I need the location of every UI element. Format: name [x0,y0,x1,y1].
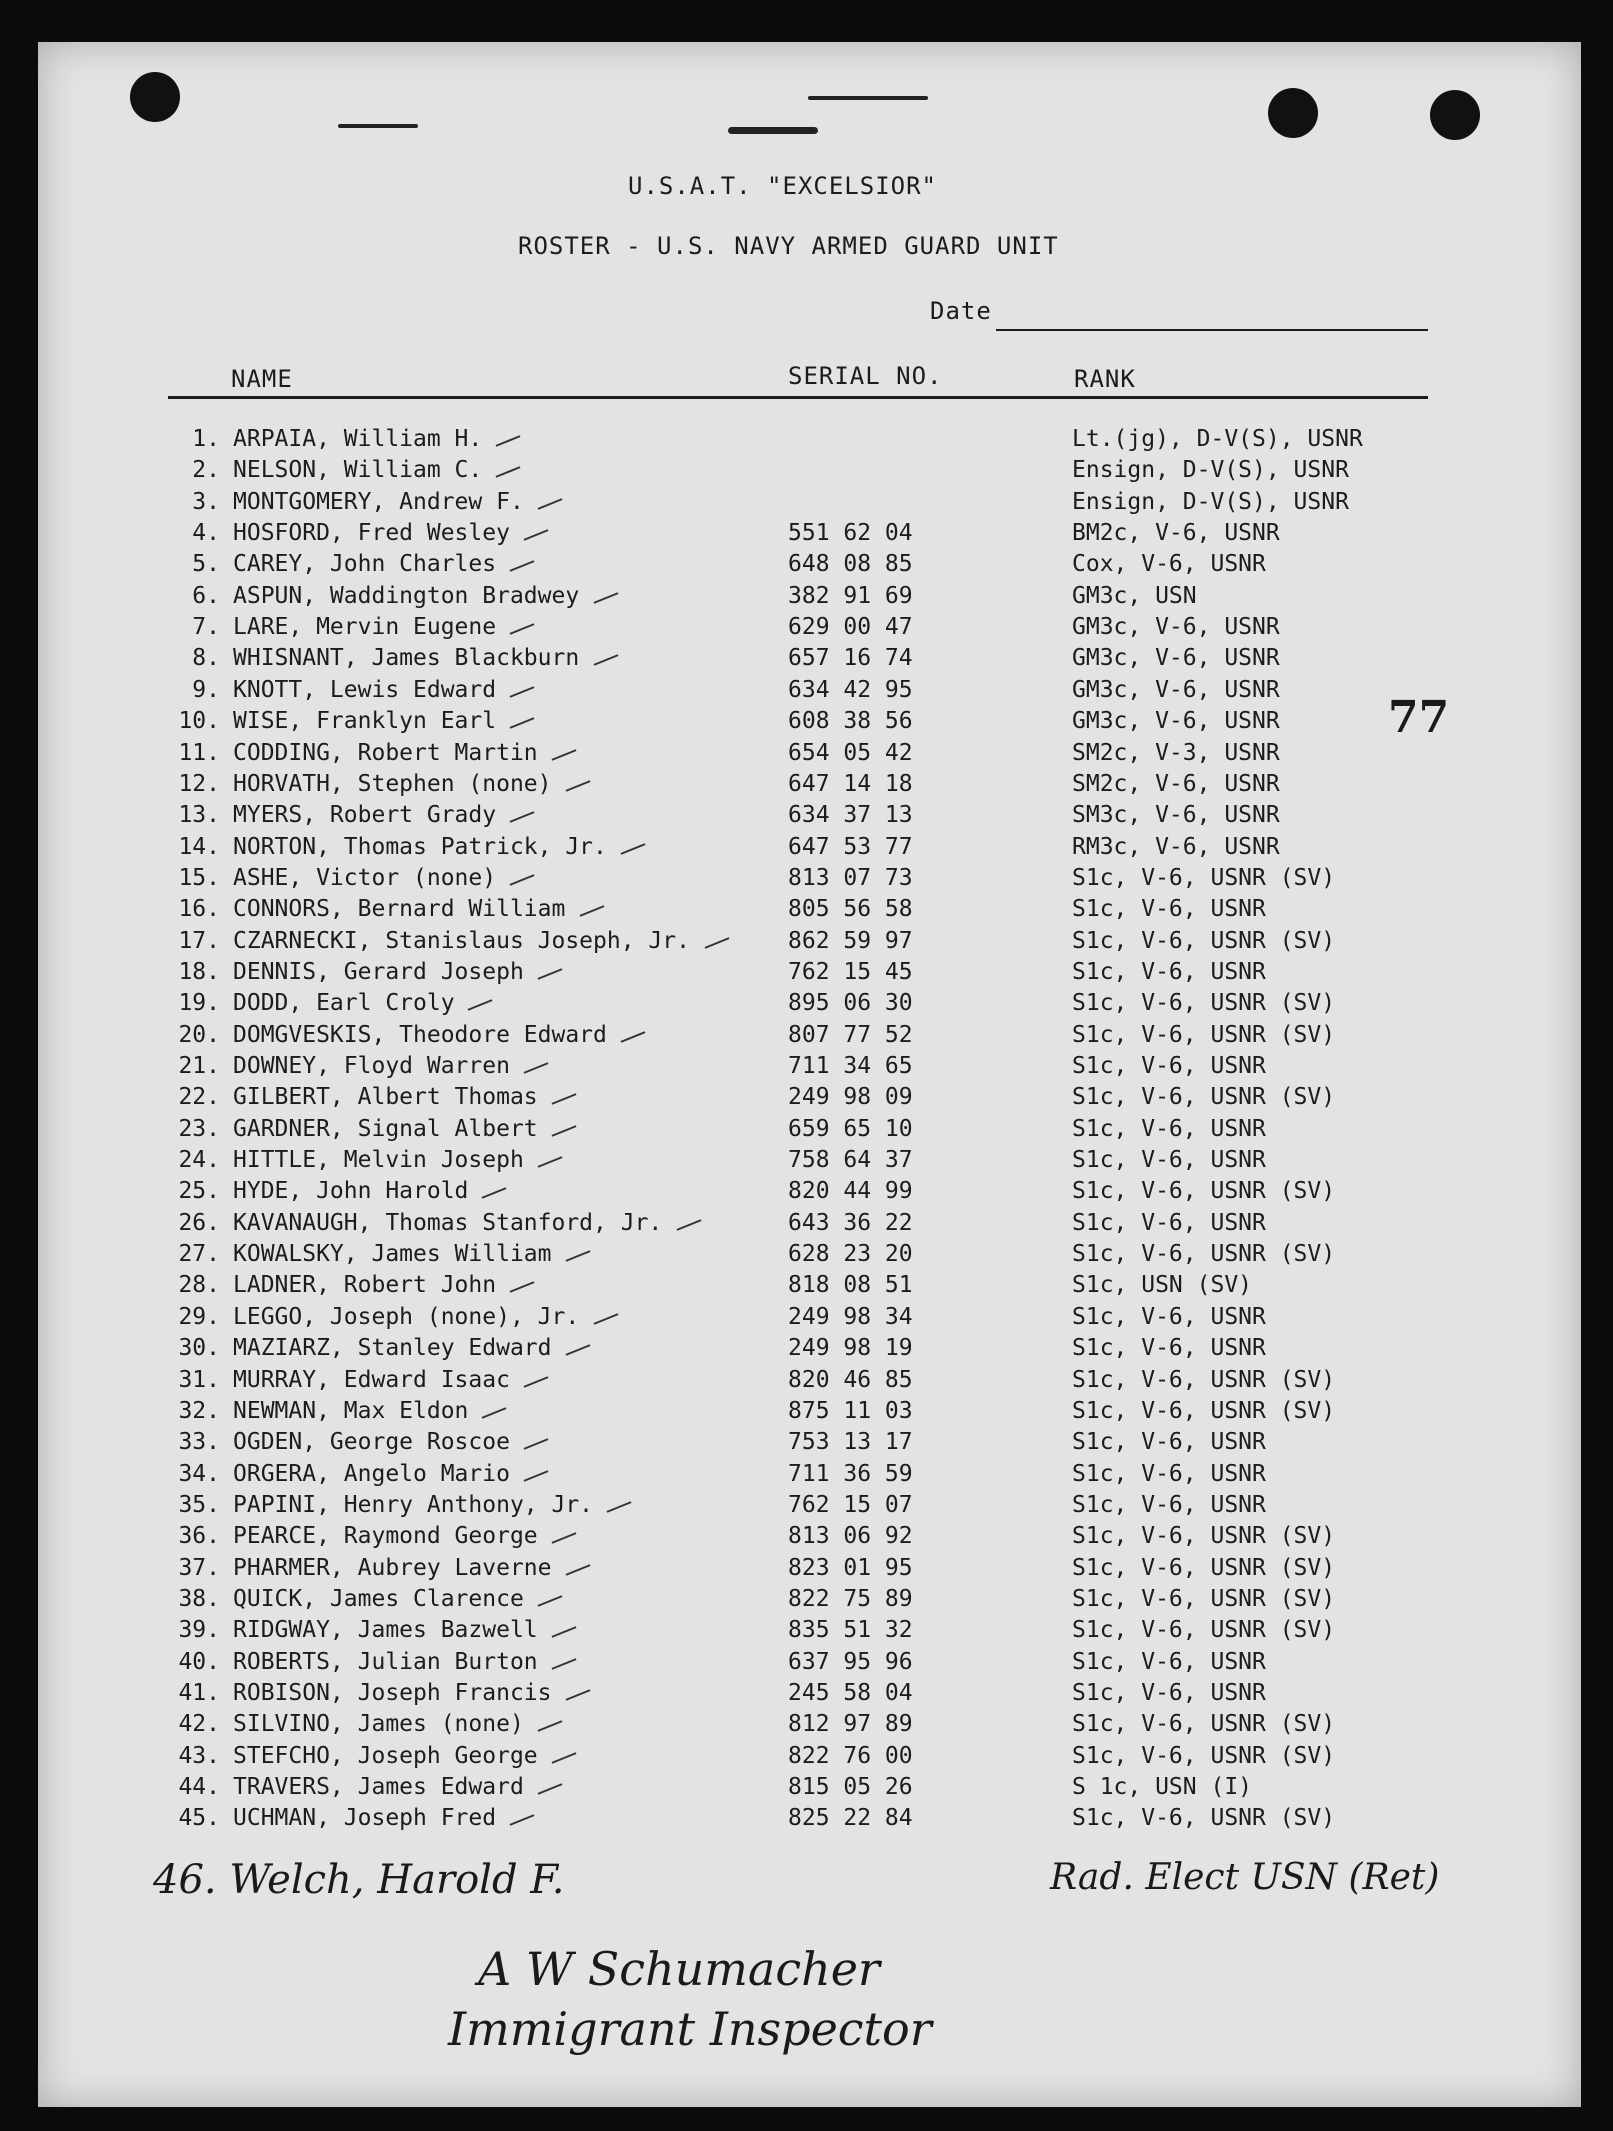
roster-rank: S1c, V-6, USNR (SV) [1072,1178,1336,1205]
signature-title: Immigrant Inspector [448,2002,932,2056]
roster-number: 43. [178,1742,220,1769]
roster-rank: S1c, V-6, USNR [1072,896,1266,923]
roster-row [38,614,1581,645]
check-mark [524,1438,549,1450]
roster-rank: S1c, V-6, USNR (SV) [1072,1711,1336,1738]
roster-rank: S1c, V-6, USNR [1072,1053,1266,1079]
roster-rank: S1c, V-6, USNR [1072,1147,1266,1174]
roster-serial: 648 08 85 [788,551,913,578]
handwritten-entry-name: 46. Welch, Harold F. [153,1857,565,1903]
roster-number: 21. [178,1053,220,1079]
roster-serial: 807 77 52 [788,1021,913,1048]
punch-hole [130,72,180,122]
check-mark [565,1344,590,1356]
ink-smudge [808,96,928,100]
roster-number: 17. [178,927,220,954]
roster-rank: S1c, V-6, USNR (SV) [1072,1021,1336,1048]
roster-number: 32. [178,1397,220,1424]
roster-number: 28. [178,1272,220,1299]
roster-serial: 835 51 32 [788,1617,913,1644]
roster-name: TRAVERS, James Edward [233,1774,524,1801]
roster-serial: 634 37 13 [788,802,913,829]
check-mark [537,1721,562,1733]
punch-hole [1268,88,1318,138]
roster-name: ROBISON, Joseph Francis [233,1680,552,1706]
check-mark [537,968,562,980]
roster-name: HOSFORD, Fred Wesley [233,520,510,547]
roster-name: PAPINI, Henry Anthony, Jr. [233,1491,594,1518]
roster-name: GARDNER, Signal Albert [233,1115,538,1142]
roster-number: 2. [192,457,220,484]
roster-number: 11. [178,739,220,766]
check-mark [551,1094,576,1106]
roster-rank: S1c, V-6, USNR (SV) [1072,864,1336,891]
roster-row [38,645,1581,676]
ink-smudge [338,124,418,128]
date-label: Date [930,297,992,325]
roster-rank: S1c, V-6, USNR (SV) [1072,1585,1336,1612]
roster-name: MAZIARZ, Stanley Edward [233,1335,552,1362]
check-mark [510,561,535,573]
roster-name: ASHE, Victor (none) [233,864,497,891]
check-mark [510,874,535,886]
roster-number: 22. [178,1084,220,1111]
roster-name: CODDING, Robert Martin [233,739,538,766]
roster-name: CONNORS, Bernard William [233,896,566,923]
check-mark [551,1752,576,1764]
roster-number: 40. [178,1648,220,1675]
check-mark [510,623,535,635]
roster-row [38,1492,1581,1523]
check-mark [551,1125,576,1137]
roster-row [38,771,1581,802]
roster-serial: 762 15 45 [788,958,913,985]
punch-hole [1430,90,1480,140]
check-mark [468,999,493,1011]
roster-row [38,1304,1581,1335]
roster-name: WHISNANT, James Blackburn [233,645,580,672]
roster-row [38,1617,1581,1648]
roster-rank: BM2c, V-6, USNR [1072,520,1280,547]
roster-serial: 382 91 69 [788,582,913,609]
roster-row [38,1084,1581,1115]
roster-row [38,1147,1581,1178]
roster-row [38,1053,1581,1084]
check-mark [510,1815,535,1827]
roster-name: NEWMAN, Max Eldon [233,1397,469,1424]
roster-serial: 895 06 30 [788,990,913,1017]
roster-rank: SM3c, V-6, USNR [1072,802,1280,829]
roster-number: 36. [178,1523,220,1550]
roster-rank: S1c, USN (SV) [1072,1272,1253,1299]
roster-rank: S1c, V-6, USNR [1072,1680,1266,1706]
check-mark [565,1564,590,1576]
check-mark [551,1658,576,1670]
roster-number: 6. [192,582,220,609]
roster-name: ASPUN, Waddington Bradwey [233,582,580,609]
check-mark [496,467,521,479]
check-mark [593,592,618,604]
roster-row [38,1743,1581,1774]
roster-serial: 647 14 18 [788,770,913,797]
roster-number: 20. [178,1021,220,1048]
roster-rank: S1c, V-6, USNR (SV) [1072,1554,1336,1581]
column-header-rank: RANK [1074,365,1136,393]
roster-rank: S1c, V-6, USNR [1072,1491,1266,1518]
roster-rank: GM3c, V-6, USNR [1072,645,1280,672]
roster-name: HORVATH, Stephen (none) [233,770,552,797]
roster-rank: Lt.(jg), D-V(S), USNR [1072,426,1363,452]
roster-number: 29. [178,1303,220,1330]
roster-serial: 551 62 04 [788,520,913,547]
roster-rank: S1c, V-6, USNR (SV) [1072,1523,1336,1550]
roster-rank: S1c, V-6, USNR (SV) [1072,1084,1336,1111]
roster-row [38,1178,1581,1209]
roster-name: WISE, Franklyn Earl [233,708,497,735]
roster-rank: SM2c, V-6, USNR [1072,770,1280,797]
roster-number: 44. [178,1774,220,1801]
document-subtitle: ROSTER - U.S. NAVY ARMED GUARD UNIT [518,232,1059,260]
roster-serial: 813 06 92 [788,1523,913,1550]
check-mark [537,1783,562,1795]
roster-number: 27. [178,1241,220,1268]
roster-row [38,1711,1581,1742]
roster-name: HYDE, John Harold [233,1178,469,1205]
roster-rank: S1c, V-6, USNR (SV) [1072,927,1336,954]
check-mark [510,1282,535,1294]
roster-name: ROBERTS, Julian Burton [233,1648,538,1675]
roster-number: 35. [178,1491,220,1518]
roster-number: 45. [178,1805,220,1832]
roster-serial: 822 76 00 [788,1742,913,1769]
roster-number: 18. [178,958,220,985]
roster-serial: 628 23 20 [788,1241,913,1268]
roster-rank: GM3c, V-6, USNR [1072,708,1280,735]
check-mark [496,435,521,447]
roster-row [38,1367,1581,1398]
roster-rank: S1c, V-6, USNR (SV) [1072,1241,1336,1268]
header-rule [168,396,1428,399]
roster-serial: 249 98 09 [788,1084,913,1111]
roster-row [38,1398,1581,1429]
roster-rank: S1c, V-6, USNR (SV) [1072,990,1336,1017]
roster-number: 24. [178,1147,220,1174]
roster-name: LARE, Mervin Eugene [233,614,497,641]
check-mark [524,1470,549,1482]
roster-name: NORTON, Thomas Patrick, Jr. [233,833,607,860]
roster-serial: 654 05 42 [788,739,913,766]
roster-serial: 643 36 22 [788,1209,913,1236]
check-mark [510,717,535,729]
roster-name: OGDEN, George Roscoe [233,1429,510,1456]
roster-number: 19. [178,990,220,1017]
roster-row [38,865,1581,896]
roster-rank: S1c, V-6, USNR [1072,1115,1266,1142]
roster-rank: GM3c, USN [1072,582,1197,609]
check-mark [621,1031,646,1043]
date-line [996,329,1428,331]
roster-serial: 815 05 26 [788,1774,913,1801]
roster-rank: GM3c, V-6, USNR [1072,676,1280,703]
roster-serial: 647 53 77 [788,833,913,860]
roster-name: DOWNEY, Floyd Warren [233,1053,510,1079]
roster-number: 15. [178,864,220,891]
roster-name: DOMGVESKIS, Theodore Edward [233,1021,607,1048]
roster-row [38,834,1581,865]
roster-row [38,708,1581,739]
roster-serial: 711 34 65 [788,1053,913,1079]
roster-number: 31. [178,1366,220,1393]
roster-serial: 862 59 97 [788,927,913,954]
roster-name: DENNIS, Gerard Joseph [233,958,524,985]
roster-number: 30. [178,1335,220,1362]
roster-name: HITTLE, Melvin Joseph [233,1147,524,1174]
roster-name: CZARNECKI, Stanislaus Joseph, Jr. [233,927,690,954]
roster-row [38,677,1581,708]
roster-serial: 711 36 59 [788,1460,913,1487]
roster-rank: S1c, V-6, USNR [1072,1335,1266,1362]
roster-row [38,1272,1581,1303]
roster-row [38,457,1581,488]
roster-serial: 820 46 85 [788,1366,913,1393]
check-mark [537,1156,562,1168]
roster-rank: GM3c, V-6, USNR [1072,614,1280,641]
roster-serial: 822 75 89 [788,1585,913,1612]
roster-row [38,990,1581,1021]
roster-rank: Cox, V-6, USNR [1072,551,1266,578]
check-mark [607,1501,632,1513]
roster-rank: Ensign, D-V(S), USNR [1072,488,1349,515]
roster-row [38,959,1581,990]
roster-serial: 634 42 95 [788,676,913,703]
check-mark [579,905,604,917]
column-header-serial: SERIAL NO. [788,362,943,390]
roster-rank: S1c, V-6, USNR (SV) [1072,1805,1336,1832]
check-mark [510,686,535,698]
roster-number: 4. [192,520,220,547]
check-mark [551,1626,576,1638]
roster-number: 16. [178,896,220,923]
roster-serial: 820 44 99 [788,1178,913,1205]
roster-number: 26. [178,1209,220,1236]
roster-name: MONTGOMERY, Andrew F. [233,488,524,515]
document-title: U.S.A.T. "EXCELSIOR" [628,172,937,200]
roster-row [38,1523,1581,1554]
roster-number: 13. [178,802,220,829]
roster-name: ORGERA, Angelo Mario [233,1460,510,1487]
roster-name: KOWALSKY, James William [233,1241,552,1268]
roster-rank: S1c, V-6, USNR (SV) [1072,1366,1336,1393]
check-mark [593,655,618,667]
roster-number: 33. [178,1429,220,1456]
roster-name: KAVANAUGH, Thomas Stanford, Jr. [233,1209,663,1236]
check-mark [565,1689,590,1701]
roster-number: 3. [192,488,220,515]
roster-number: 7. [192,614,220,641]
roster-row [38,1586,1581,1617]
roster-rank: SM2c, V-3, USNR [1072,739,1280,766]
roster-row [38,1461,1581,1492]
roster-name: ARPAIA, William H. [233,426,483,452]
roster-serial: 249 98 34 [788,1303,913,1330]
roster-serial: 812 97 89 [788,1711,913,1738]
roster-rank: S 1c, USN (I) [1072,1774,1253,1801]
signature-name: A W Schumacher [478,1942,880,1996]
roster-row [38,1555,1581,1586]
roster-number: 9. [192,676,220,703]
check-mark [537,1595,562,1607]
roster-row [38,1241,1581,1272]
check-mark [482,1407,507,1419]
roster-rank: RM3c, V-6, USNR [1072,833,1280,860]
roster-rank: S1c, V-6, USNR [1072,1460,1266,1487]
check-mark [510,811,535,823]
roster-rank: Ensign, D-V(S), USNR [1072,457,1349,484]
roster-serial: 659 65 10 [788,1115,913,1142]
roster-serial: 629 00 47 [788,614,913,641]
roster-rank: S1c, V-6, USNR (SV) [1072,1617,1336,1644]
roster-number: 23. [178,1115,220,1142]
roster-name: UCHMAN, Joseph Fred [233,1805,497,1832]
roster-number: 41. [178,1680,220,1706]
roster-row [38,928,1581,959]
roster-number: 38. [178,1585,220,1612]
roster-row [38,489,1581,520]
check-mark [524,1376,549,1388]
check-mark [676,1219,701,1231]
roster-rank: S1c, V-6, USNR [1072,1648,1266,1675]
roster-row [38,1335,1581,1366]
roster-number: 5. [192,551,220,578]
roster-serial: 875 11 03 [788,1397,913,1424]
roster-rank: S1c, V-6, USNR [1072,958,1266,985]
roster-serial: 608 38 56 [788,708,913,735]
roster-row [38,1116,1581,1147]
check-mark [524,529,549,541]
roster-serial: 823 01 95 [788,1554,913,1581]
handwritten-entry-rank: Rad. Elect USN (Ret) [1050,1857,1440,1898]
roster-serial: 813 07 73 [788,864,913,891]
roster-number: 8. [192,645,220,672]
roster-serial: 805 56 58 [788,896,913,923]
roster-row [38,1649,1581,1680]
roster-row [38,1774,1581,1805]
roster-serial: 249 98 19 [788,1335,913,1362]
roster-number: 14. [178,833,220,860]
roster-name: KNOTT, Lewis Edward [233,676,497,703]
roster-name: RIDGWAY, James Bazwell [233,1617,538,1644]
page-number: 77 [1388,692,1450,743]
roster-name: PEARCE, Raymond George [233,1523,538,1550]
roster-name: GILBERT, Albert Thomas [233,1084,538,1111]
roster-row [38,551,1581,582]
ink-smudge [728,127,818,134]
roster-number: 1. [192,426,220,452]
roster-serial: 758 64 37 [788,1147,913,1174]
roster-rank: S1c, V-6, USNR (SV) [1072,1397,1336,1424]
roster-rank: S1c, V-6, USNR [1072,1429,1266,1456]
check-mark [704,937,729,949]
roster-name: LEGGO, Joseph (none), Jr. [233,1303,580,1330]
roster-name: QUICK, James Clarence [233,1585,524,1612]
roster-serial: 825 22 84 [788,1805,913,1832]
column-header-name: NAME [231,365,293,393]
roster-serial: 818 08 51 [788,1272,913,1299]
roster-name: LADNER, Robert John [233,1272,497,1299]
roster-rank: S1c, V-6, USNR [1072,1303,1266,1330]
check-mark [565,780,590,792]
check-mark [482,1188,507,1200]
roster-row [38,1210,1581,1241]
roster-serial: 245 58 04 [788,1680,913,1706]
check-mark [551,1532,576,1544]
roster-row [38,1680,1581,1711]
roster-number: 12. [178,770,220,797]
roster-number: 42. [178,1711,220,1738]
roster-row [38,520,1581,551]
roster-row [38,896,1581,927]
check-mark [551,749,576,761]
roster-number: 25. [178,1178,220,1205]
roster-name: DODD, Earl Croly [233,990,455,1017]
roster-name: STEFCHO, Joseph George [233,1742,538,1769]
roster-number: 10. [178,708,220,735]
roster-name: PHARMER, Aubrey Laverne [233,1554,552,1581]
roster-row [38,426,1581,457]
roster-name: CAREY, John Charles [233,551,497,578]
roster-row [38,802,1581,833]
roster-row [38,1022,1581,1053]
roster-number: 34. [178,1460,220,1487]
roster-number: 37. [178,1554,220,1581]
roster-rank: S1c, V-6, USNR (SV) [1072,1742,1336,1769]
check-mark [537,498,562,510]
roster-serial: 762 15 07 [788,1491,913,1518]
roster-serial: 753 13 17 [788,1429,913,1456]
roster-row [38,1429,1581,1460]
document-page [38,42,1581,2107]
check-mark [621,843,646,855]
roster-serial: 637 95 96 [788,1648,913,1675]
roster-name: MYERS, Robert Grady [233,802,497,829]
roster-number: 39. [178,1617,220,1644]
roster-row [38,1805,1581,1836]
check-mark [593,1313,618,1325]
roster-rank: S1c, V-6, USNR [1072,1209,1266,1236]
check-mark [524,1062,549,1074]
roster-name: MURRAY, Edward Isaac [233,1366,510,1393]
roster-serial: 657 16 74 [788,645,913,672]
roster-row [38,740,1581,771]
roster-row [38,583,1581,614]
roster-name: SILVINO, James (none) [233,1711,524,1738]
check-mark [565,1250,590,1262]
roster-name: NELSON, William C. [233,457,483,484]
